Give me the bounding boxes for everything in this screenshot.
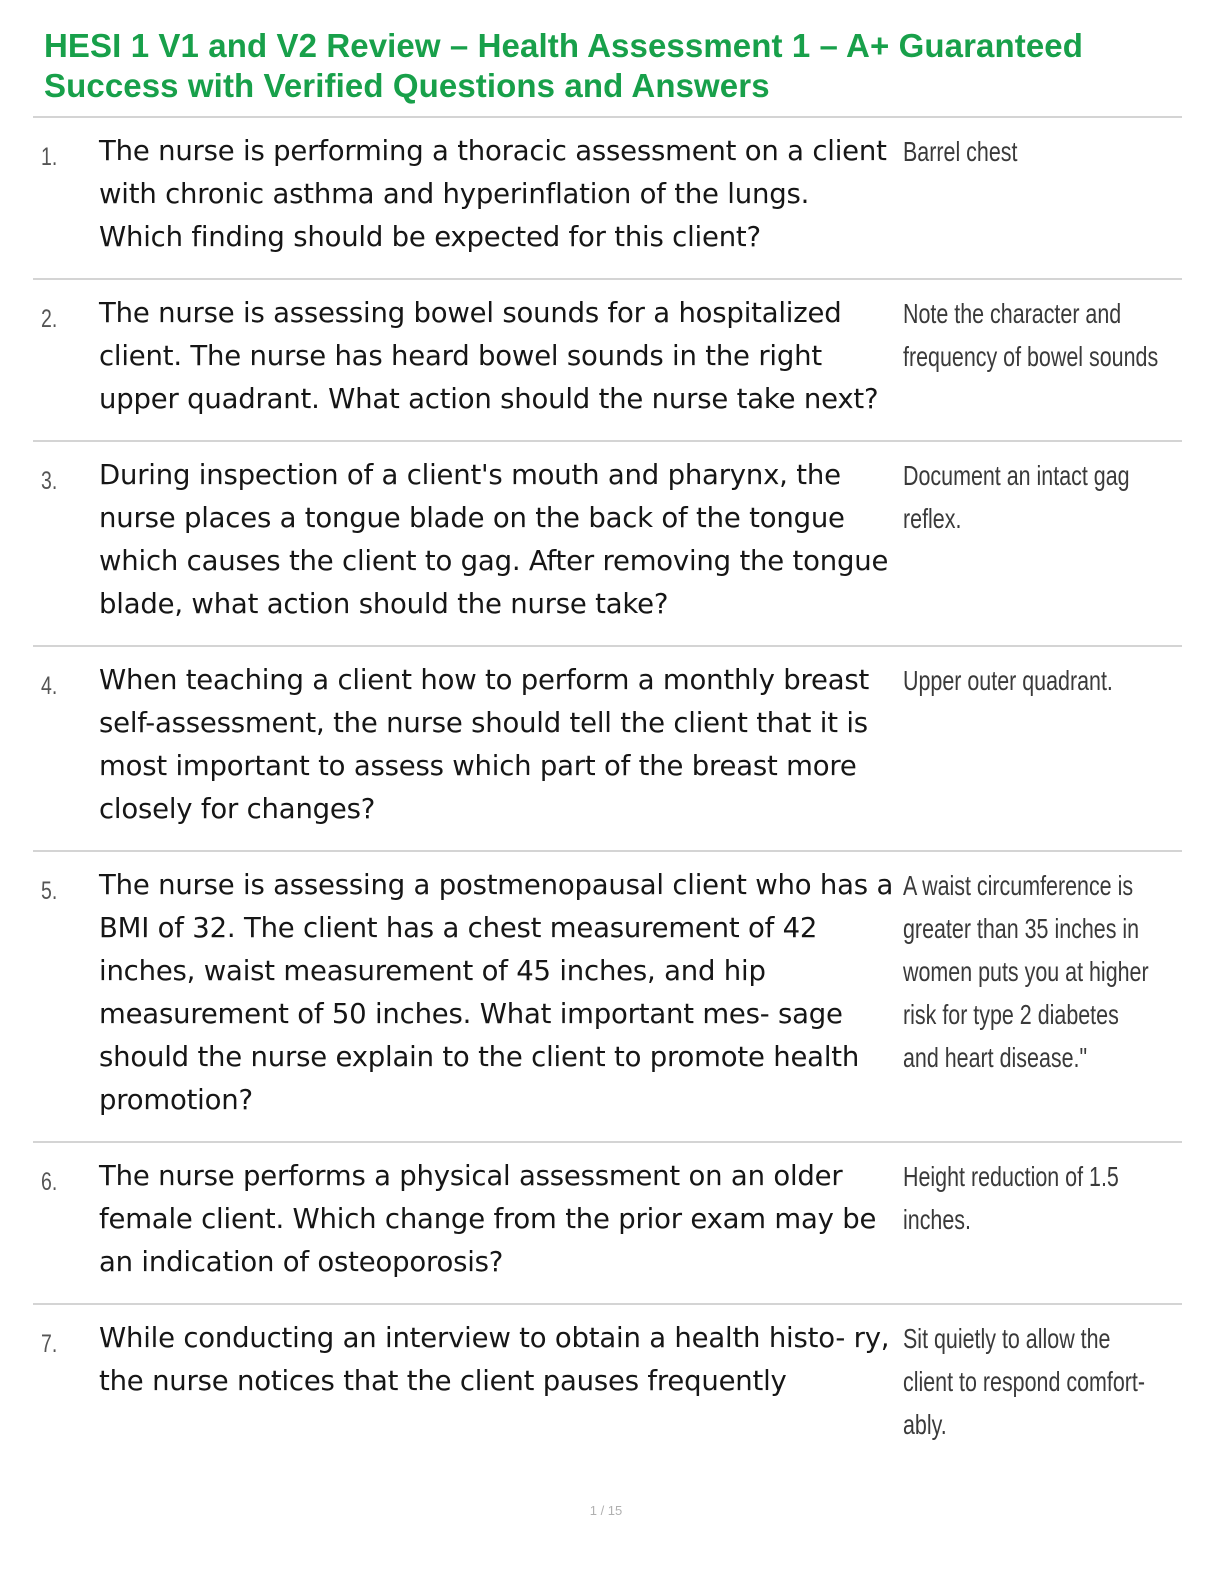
question-text: The nurse is assessing a postmenopausal client who has a BMI of 32. The client has a chest measurement of 42 inches, waist measurement of 45 inches, and hip measurement of 50 inches. What important mes- sage should the nurse explain to the client to promote health promotion? bbox=[99, 869, 894, 1116]
question-text: The nurse is assessing bowel sounds for a hospitalized client. The nurse has heard bowel sounds in the right upper quadrant. What action should the nurse take next? bbox=[99, 297, 879, 415]
question-text: While conducting an interview to obtain a health histo- ry, the nurse notices that the client pauses frequently bbox=[99, 1322, 890, 1397]
answer-text: Document an intact gag reflex. bbox=[903, 460, 1130, 534]
item-number: 7. bbox=[41, 1330, 58, 1358]
answer-text: Sit quietly to allow the client to respond comfort- ably. bbox=[903, 1323, 1146, 1440]
item-number: 4. bbox=[41, 672, 58, 700]
answer-text: Upper outer quadrant. bbox=[903, 665, 1113, 696]
title-line-1: HESI 1 V1 and V2 Review – Health Assessment 1 – A+ Guaranteed bbox=[44, 27, 1084, 64]
qa-item-1 bbox=[33, 118, 1182, 280]
answer-text: Height reduction of 1.5 inches. bbox=[903, 1161, 1119, 1235]
question-text: When teaching a client how to perform a monthly breast self-assessment, the nurse should tell the client that it is most important to assess which part of the breast more closely for changes? bbox=[99, 664, 870, 825]
item-number: 5. bbox=[41, 877, 58, 905]
qa-item-4 bbox=[33, 647, 1182, 852]
qa-list bbox=[33, 118, 1182, 1440]
qa-item-7 bbox=[33, 1305, 1182, 1440]
page-number: 1 / 15 bbox=[589, 1503, 623, 1518]
answer-text: Note the character and frequency of bowel sounds bbox=[903, 298, 1159, 372]
title-line-2: Success with Verified Questions and Answers bbox=[44, 67, 770, 104]
item-number: 1. bbox=[41, 143, 58, 171]
qa-item-2 bbox=[33, 280, 1182, 442]
answer-text: Barrel chest bbox=[903, 136, 1018, 167]
item-number: 3. bbox=[41, 467, 58, 495]
document-title bbox=[44, 26, 1194, 106]
answer-text: A waist circumference is greater than 35 inches in women puts you at higher risk for type 2 diabetes and heart disease." bbox=[903, 870, 1149, 1073]
item-number: 6. bbox=[41, 1168, 58, 1196]
question-text: During inspection of a client's mouth and pharynx, the nurse places a tongue blade on the back of the tongue which causes the client to gag. After removing the tongue blade, what action should the nurse take? bbox=[99, 459, 889, 620]
item-number: 2. bbox=[41, 305, 58, 333]
qa-item-3 bbox=[33, 442, 1182, 647]
question-text: The nurse is performing a thoracic assessment on a client with chronic asthma and hyperinflation of the lungs. Which finding should be expected for this client? bbox=[99, 135, 887, 253]
qa-item-5 bbox=[33, 852, 1182, 1143]
qa-item-6 bbox=[33, 1143, 1182, 1305]
question-text: The nurse performs a physical assessment on an older female client. Which change from the prior exam may be an indication of osteoporosis? bbox=[99, 1160, 877, 1278]
